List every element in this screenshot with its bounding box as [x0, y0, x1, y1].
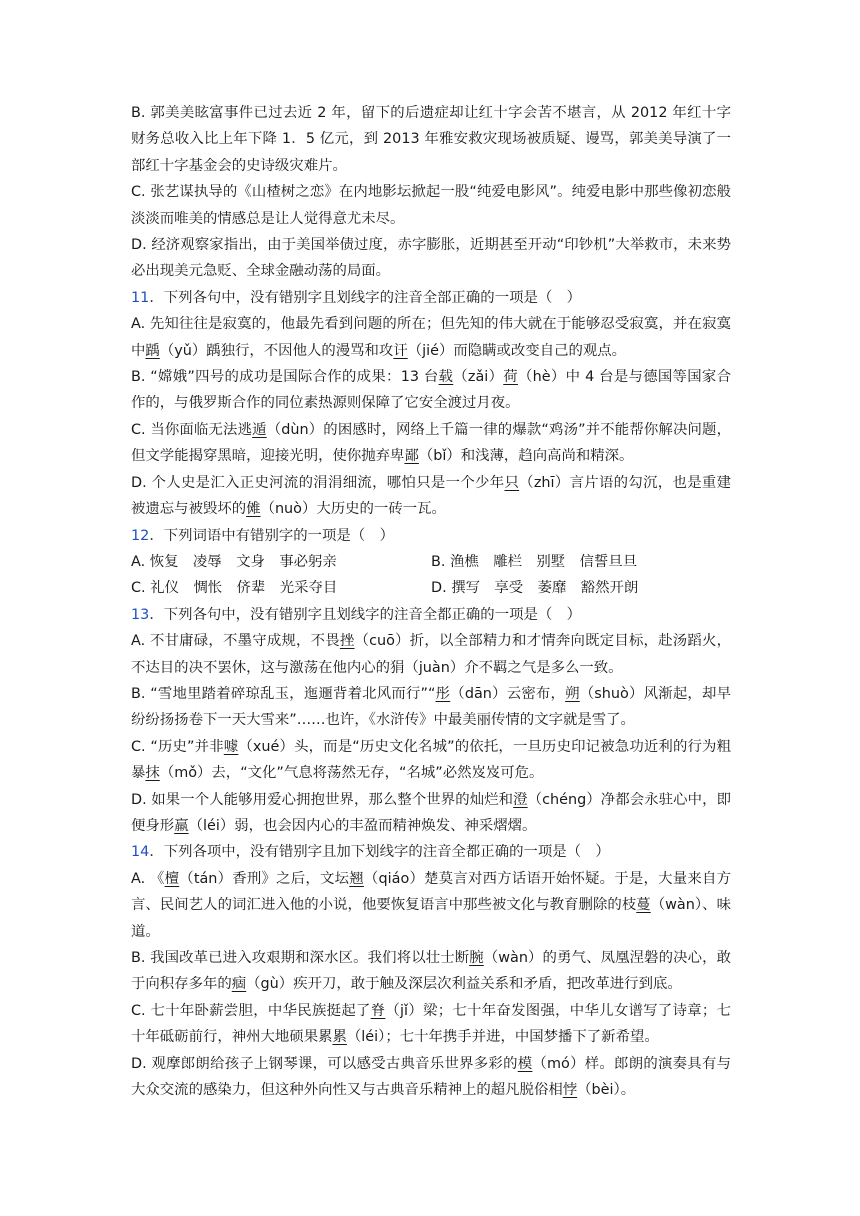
underlined-char: 檀	[164, 870, 180, 887]
text-segment: （mǒ）去，“文化”气息将荡然无存，“名城”必然岌岌可危。	[159, 765, 544, 782]
underlined-char: 载	[438, 369, 454, 386]
text-segment: D. 如果一个人能够用爱心拥抱世界，那么整个世界的灿烂和	[131, 791, 514, 808]
option-d	[131, 1051, 731, 1104]
text-segment: （xué）头，而是“历史文化名城”的依托，一旦历史印记被急功近利的行为粗暴	[131, 738, 731, 782]
text-segment: （hè）中 4 台是与德国等国家合作的，与俄罗斯合作的同位素热源则保障了它安全渡过月夜。	[131, 369, 731, 412]
option-b	[131, 100, 731, 179]
question-11	[131, 285, 731, 523]
underlined-char: 澄	[513, 791, 528, 808]
underlined-char: 只	[504, 474, 520, 491]
text-segment: B. 我国改革已进入攻艰期和深水区。我们将以壮士断	[131, 950, 470, 966]
option-d	[131, 232, 731, 285]
option-d: D. 撰写 享受 萎靡 豁然开朗	[431, 580, 639, 597]
underlined-char: 朔	[565, 685, 580, 702]
underlined-char: 抹	[145, 765, 160, 782]
text-segment: （yǔ）踽独行，不因他人的漫骂和攻	[159, 342, 394, 359]
option-b	[131, 364, 731, 417]
text-segment: （léi）弱，也会因内心的丰盈而精神焕发、神采熠熠。	[188, 817, 537, 834]
text-segment: （jǐ）梁；七十年奋发图强，中华儿女谱写了诗章；七十年砥砺前行，神州大地硕果累	[131, 1002, 731, 1046]
option-b	[131, 681, 731, 734]
underlined-char: 蔓	[636, 897, 651, 914]
question-text: ．下列各句中，没有错别字且划线字的注音全部正确的一项是（ ）	[149, 289, 582, 306]
underlined-char: 痼	[231, 976, 247, 993]
option-text: 经济观察家指出，由于美国举债过度，赤字膨胀，近期甚至开动“印钞机”大举救市，未来势必出现美元急贬、全球金融动荡的局面。	[131, 237, 731, 280]
text-segment: （wàn）的勇气、凤凰涅磐的决心，敢于向积存多年的	[131, 950, 731, 993]
text-segment: B. “嫦娥”四号的成功是国际合作的成果：13 台	[131, 369, 439, 386]
text-segment: （qiáo）楚莫言对西方话语开始怀疑。于是，大量来自方言、民间艺人的词汇进入他的小说，他要恢复语言中那些被文化与教育删除的枝	[131, 870, 731, 914]
question-10-tail	[131, 100, 731, 285]
text-segment: （mó）样。郎朗的演奏具有与大众交流的感染力，但这种外向性又与古典音乐精神上的超凡脱俗相	[131, 1055, 731, 1099]
text-segment: A. 不甘庸碌，不墨守成规，不畏	[131, 633, 340, 650]
underlined-char: 脊	[370, 1002, 386, 1019]
text-segment: （wàn）、味道。	[131, 897, 731, 940]
question-text: ．下列各项中，没有错别字且加下划线字的注音全都正确的一项是（ ）	[149, 844, 610, 861]
text-segment: （dān）云密布，	[450, 685, 566, 702]
text-segment: （tán）香刑》之后，文坛	[179, 870, 350, 887]
text-segment: （jié）而隐瞒或改变自己的观点。	[407, 342, 627, 359]
text-segment: （bèi）。	[577, 1082, 636, 1099]
option-a	[131, 628, 731, 681]
question-stem	[131, 285, 731, 311]
option-c	[131, 417, 731, 470]
option-b	[131, 945, 731, 998]
options-row	[131, 549, 731, 575]
question-stem	[131, 602, 731, 628]
underlined-char: 挫	[339, 633, 355, 650]
text-segment: （bǐ）和浅薄，趋向高尚和精深。	[418, 448, 634, 465]
option-b: B. 渔樵 雕栏 别墅 信誓旦旦	[431, 553, 638, 570]
text-segment: C. 七十年卧薪尝胆，中华民族挺起了	[131, 1002, 371, 1019]
option-label: C.	[131, 184, 146, 201]
text-segment: （chéng）净都会永驻心中，即便身形	[131, 791, 731, 834]
underlined-char: 荷	[503, 369, 518, 386]
options-row	[131, 575, 731, 601]
question-stem	[131, 523, 731, 549]
text-segment: （cuō）折，以全部精力和才情奔向既定目标，赴汤蹈火，不达目的决不罢休，这与激荡在他内心的狷（juàn）介不羁之气是多么一致。	[131, 633, 731, 676]
underlined-char: 讦	[393, 342, 408, 359]
text-segment: （léi）；七十年携手并进，中国梦播下了新希望。	[346, 1029, 659, 1046]
text-segment: （dùn）的困感时，网络上千篇一律的爆款“鸡汤”并不能帮你解决问题，但文学能揭穿黑暗，迎接光明，使你抛弃卑	[131, 421, 731, 465]
question-text: ．下列词语中有错别字的一项是（ ）	[149, 527, 394, 544]
option-d	[131, 787, 731, 840]
option-c	[131, 734, 731, 787]
underlined-char: 悖	[562, 1082, 578, 1099]
underlined-char: 累	[332, 1029, 347, 1046]
option-a: A. 恢复 凌辱 文身 事必躬亲	[131, 553, 337, 570]
text-segment: C. “历史”并非	[131, 738, 224, 755]
text-segment: B. “雪地里踏着碎琼乱玉，迤逦背着北风而行”“	[131, 685, 436, 702]
option-label: D.	[131, 237, 147, 254]
option-c	[131, 179, 731, 232]
text-segment: A. 先知往往是寂寞的，他最先看到问题的所在；但先知的伟大就在于能够忍受寂寞，并在寂寞中	[131, 316, 731, 359]
option-text: 郭美美眩富事件已过去近 2 年，留下的后遗症却让红十字会苦不堪言，从 2012 年红十字财务总收入比上年下降 1．5 亿元，到 2013 年雅安救灾现场被质疑、谩骂，郭美美导演了一部红十字基金会的史诗级灾难片。	[131, 105, 731, 174]
question-text: ．下列各句中，没有错别字且划线字的注音全都正确的一项是（ ）	[149, 606, 582, 623]
text-segment: （shuò）风渐起，却早纷纷扬扬卷下一天大雪来”……也许，《水浒传》中最美丽传情的文字就是雪了。	[131, 685, 731, 729]
option-c	[131, 998, 731, 1051]
document-page	[131, 100, 731, 1103]
question-number: 13	[131, 606, 150, 623]
option-label: B.	[131, 105, 146, 121]
underlined-char: 翘	[349, 870, 364, 887]
option-c: C. 礼仪 惆怅 侪辈 光采夺目	[131, 580, 338, 597]
underlined-char: 鄙	[404, 448, 419, 465]
option-text: 张艺谋执导的《山楂树之恋》在内地影坛掀起一股“纯爱电影风”。纯爱电影中那些像初恋般淡淡而唯美的情感总是让人觉得意尤未尽。	[131, 184, 732, 227]
text-segment: （zhī）言片语的勾沉，也是重建被遗忘与被毁坏的	[131, 474, 731, 518]
text-segment: D. 观摩郎朗给孩子上钢琴课，可以感受古典音乐世界多彩的	[131, 1055, 518, 1072]
text-segment: （gù）疾开刀，敢于触及深层次利益关系和矛盾，把改革进行到底。	[246, 976, 682, 993]
underlined-char: 腕	[469, 950, 484, 966]
underlined-char: 模	[517, 1055, 533, 1072]
question-number: 12	[131, 527, 150, 544]
text-segment: （zǎi）	[453, 369, 504, 386]
question-stem	[131, 839, 731, 865]
underlined-char: 傩	[246, 501, 261, 518]
question-number: 11	[131, 289, 150, 306]
question-12	[131, 523, 731, 602]
underlined-char: 噱	[223, 738, 239, 755]
text-segment: A. 《	[131, 870, 165, 887]
option-d	[131, 470, 731, 523]
underlined-char: 羸	[174, 817, 189, 834]
text-segment: （nuò）大历史的一砖一瓦。	[260, 501, 446, 518]
text-segment: D. 个人史是汇入正史河流的涓涓细流，哪怕只是一个少年	[131, 474, 505, 491]
underlined-char: 遁	[252, 421, 267, 438]
underlined-char: 彤	[435, 685, 451, 702]
question-13	[131, 602, 731, 840]
option-a	[131, 311, 731, 364]
underlined-char: 踽	[145, 342, 160, 359]
question-14	[131, 839, 731, 1103]
question-number: 14	[131, 844, 150, 861]
text-segment: C. 当你面临无法逃	[131, 421, 253, 438]
option-a	[131, 866, 731, 945]
